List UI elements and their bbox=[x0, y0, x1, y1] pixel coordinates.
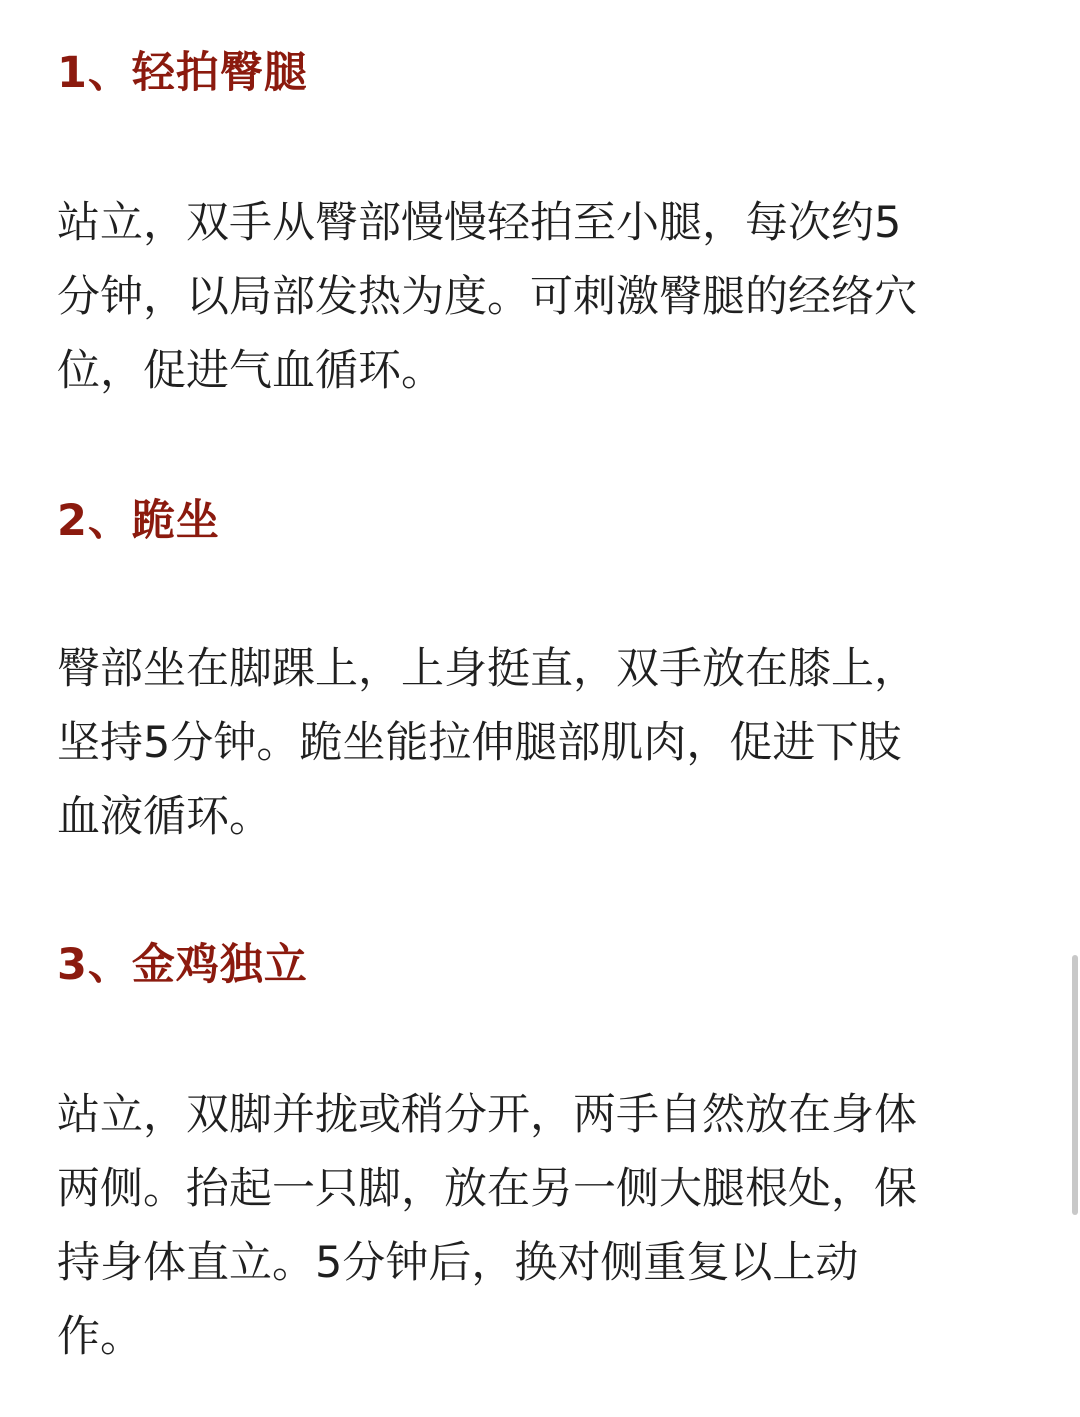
section-heading: 1、轻拍臀腿 bbox=[57, 48, 308, 98]
text-line: 坚持5分钟。跪坐能拉伸腿部肌肉，促进下肢 bbox=[57, 718, 902, 768]
text-line: 血液循环。 bbox=[57, 792, 272, 842]
text-line: 分钟，以局部发热为度。可刺激臀腿的经络穴 bbox=[57, 272, 917, 322]
section-heading: 3、金鸡独立 bbox=[57, 940, 308, 990]
section-1-body bbox=[57, 186, 1027, 408]
text-line: 臀部坐在脚踝上，上身挺直，双手放在膝上， bbox=[57, 644, 917, 694]
section-3-heading-wrap bbox=[57, 940, 1027, 990]
section-2-heading-wrap bbox=[57, 496, 1027, 546]
section-2-body bbox=[57, 632, 1027, 854]
scrollbar-thumb[interactable] bbox=[1072, 955, 1078, 1215]
section-heading: 2、跪坐 bbox=[57, 496, 220, 546]
text-line: 作。 bbox=[57, 1312, 143, 1362]
section-1-heading-wrap bbox=[57, 48, 1027, 98]
text-line: 位，促进气血循环。 bbox=[57, 346, 444, 396]
text-line: 两侧。抬起一只脚，放在另一侧大腿根处，保 bbox=[57, 1164, 917, 1214]
section-3-body bbox=[57, 1078, 1027, 1374]
text-line: 站立，双手从臀部慢慢轻拍至小腿，每次约5 bbox=[57, 198, 902, 248]
text-line: 持身体直立。5分钟后，换对侧重复以上动 bbox=[57, 1238, 859, 1288]
text-line: 站立，双脚并拢或稍分开，两手自然放在身体 bbox=[57, 1090, 917, 1140]
